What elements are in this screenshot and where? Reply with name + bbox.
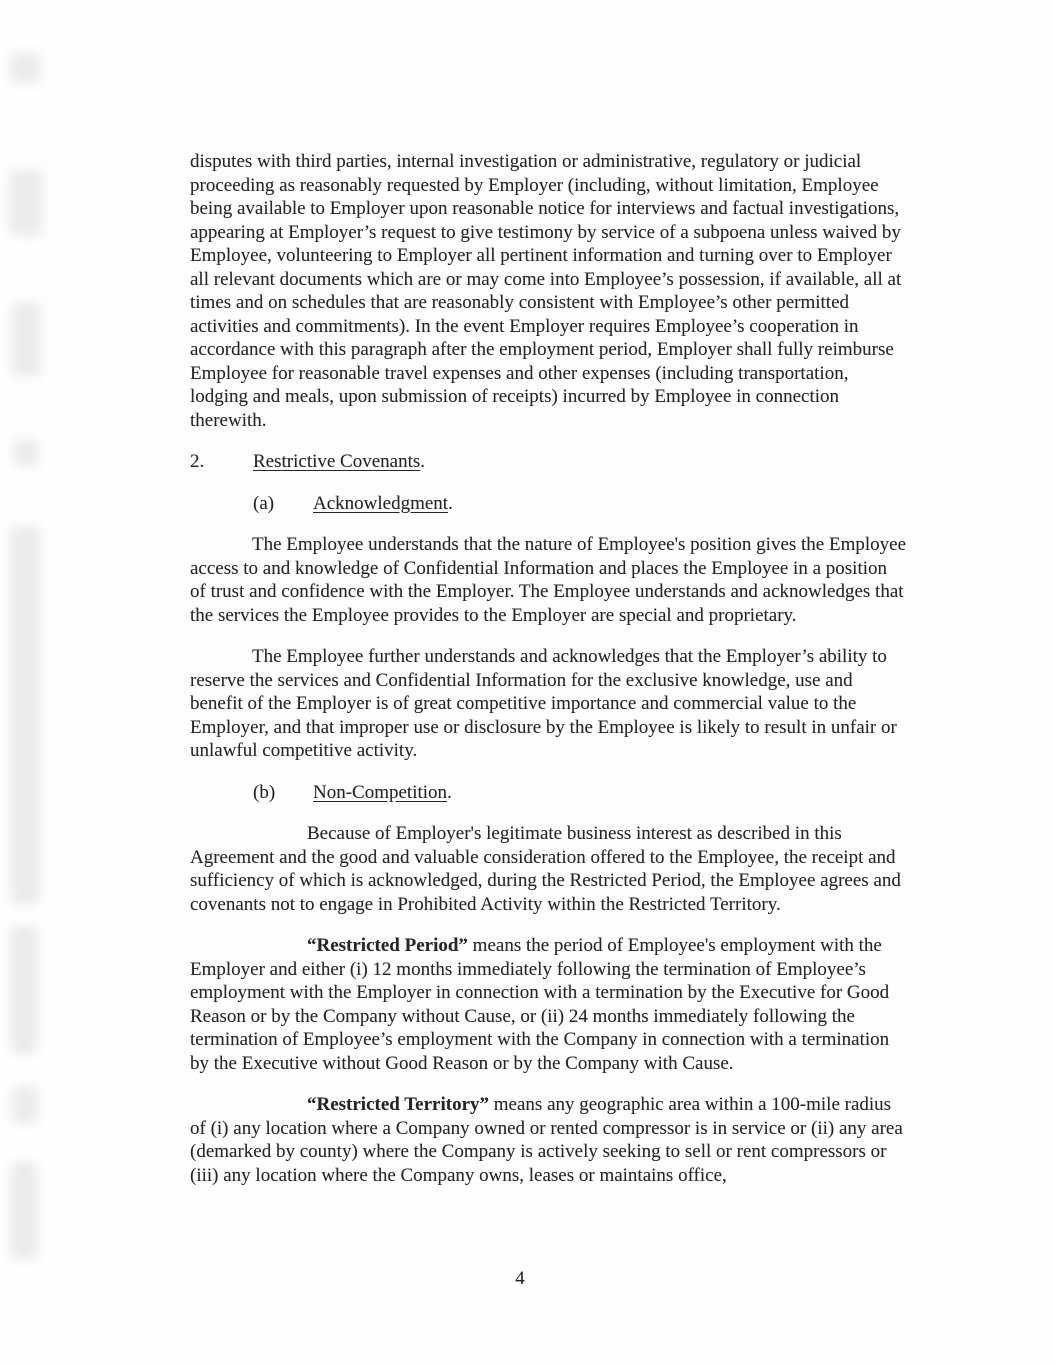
scan-artifact bbox=[9, 170, 43, 236]
section-number: 2. bbox=[190, 451, 205, 472]
scan-artifact bbox=[13, 440, 39, 466]
paragraph-restricted-territory bbox=[190, 1093, 906, 1187]
scan-artifact bbox=[10, 526, 40, 904]
subsection-title: Non-Competition bbox=[313, 781, 448, 803]
restricted-territory-definition: means any geographic area within a 100-mile radius of (i) any location where a Company owned or rented compressor is in service or (ii) any area (demarked by county) where the Company is actively seeking to sell or rent compressors or (iii) any location where the Company owns, leases or maintains office, bbox=[190, 1094, 903, 1186]
paragraph-cooperation-continued: disputes with third parties, internal investigation or administrative, regulatory or judicial proceeding as reasonably requested by Employer (including, without limitation, Employee being available to Employer upon reasonable notice for interviews and factual investigations, appearing at Employer’s request to give testimony by service of a subpoena unless waived by Employee, volunteering to Employer all pertinent information and turning over to Employer all relevant documents which are or may come into Employee’s possession, if available, all at times and on schedules that are reasonably consistent with Employee’s other permitted activities and commitments). In the event Employer requires Employee’s cooperation in accordance with this paragraph after the employment period, Employer shall fully reimburse Employee for reasonable travel expenses and other expenses (including transportation, lodging and meals, upon submission of receipts) incurred by Employee in connection therewith. bbox=[190, 151, 902, 431]
defined-term-restricted-period: “Restricted Period” bbox=[307, 935, 468, 956]
paragraph-acknowledgment-1: The Employee understands that the nature of Employee's position gives the Employee access to and knowledge of Confidential Information and places the Employee in a position of trust and confidence with the Employer. The Employee understands and acknowledges that the services the Employee provides to the Employer are special and proprietary. bbox=[190, 534, 907, 626]
document-body bbox=[190, 150, 906, 1205]
section-heading-restrictive-covenants bbox=[190, 450, 906, 474]
scan-artifact bbox=[10, 926, 38, 1054]
section-title: Restrictive Covenants bbox=[253, 451, 421, 472]
subsection-title-period: . bbox=[448, 492, 453, 514]
scan-artifact bbox=[12, 1086, 38, 1124]
scan-artifact bbox=[11, 302, 41, 376]
paragraph-restricted-period bbox=[190, 934, 906, 1075]
scan-artifact bbox=[10, 52, 40, 84]
page-number: 4 bbox=[515, 1268, 525, 1289]
section-title-period: . bbox=[420, 451, 426, 472]
defined-term-restricted-territory: “Restricted Territory” bbox=[307, 1094, 490, 1115]
paragraph-acknowledgment-2: The Employee further understands and acknowledges that the Employer’s ability to reserve the services and Confidential Information for the exclusive knowledge, use and benefit of the Employer is of great competitive importance and commercial value to the Employer, and that improper use or disclosure by the Employee is likely to result in unfair or unlawful competitive activity. bbox=[190, 646, 897, 761]
subsection-heading-acknowledgment bbox=[253, 492, 906, 516]
subsection-letter: (a) bbox=[253, 492, 275, 514]
subsection-title-period: . bbox=[447, 781, 452, 803]
restricted-period-definition: means the period of Employee's employment with the Employer and either (i) 12 months immediately following the termination of Employee’s employment with the Employer in connection with a termination by the Executive for Good Reason or by the Company without Cause, or (ii) 24 months immediately following the termination of Employee’s employment with the Company in connection with a termination by the Executive without Good Reason or by the Company with Cause. bbox=[190, 935, 890, 1074]
paragraph-non-competition: Because of Employer's legitimate business interest as described in this Agreement and the good and valuable consideration offered to the Employee, the receipt and sufficiency of which is acknowledged, during the Restricted Period, the Employee agrees and covenants not to engage in Prohibited Activity within the Restricted Territory. bbox=[190, 823, 901, 915]
subsection-letter: (b) bbox=[253, 781, 276, 803]
subsection-heading-non-competition bbox=[253, 781, 906, 805]
scan-artifact bbox=[10, 1162, 38, 1260]
subsection-title: Acknowledgment bbox=[313, 492, 449, 514]
